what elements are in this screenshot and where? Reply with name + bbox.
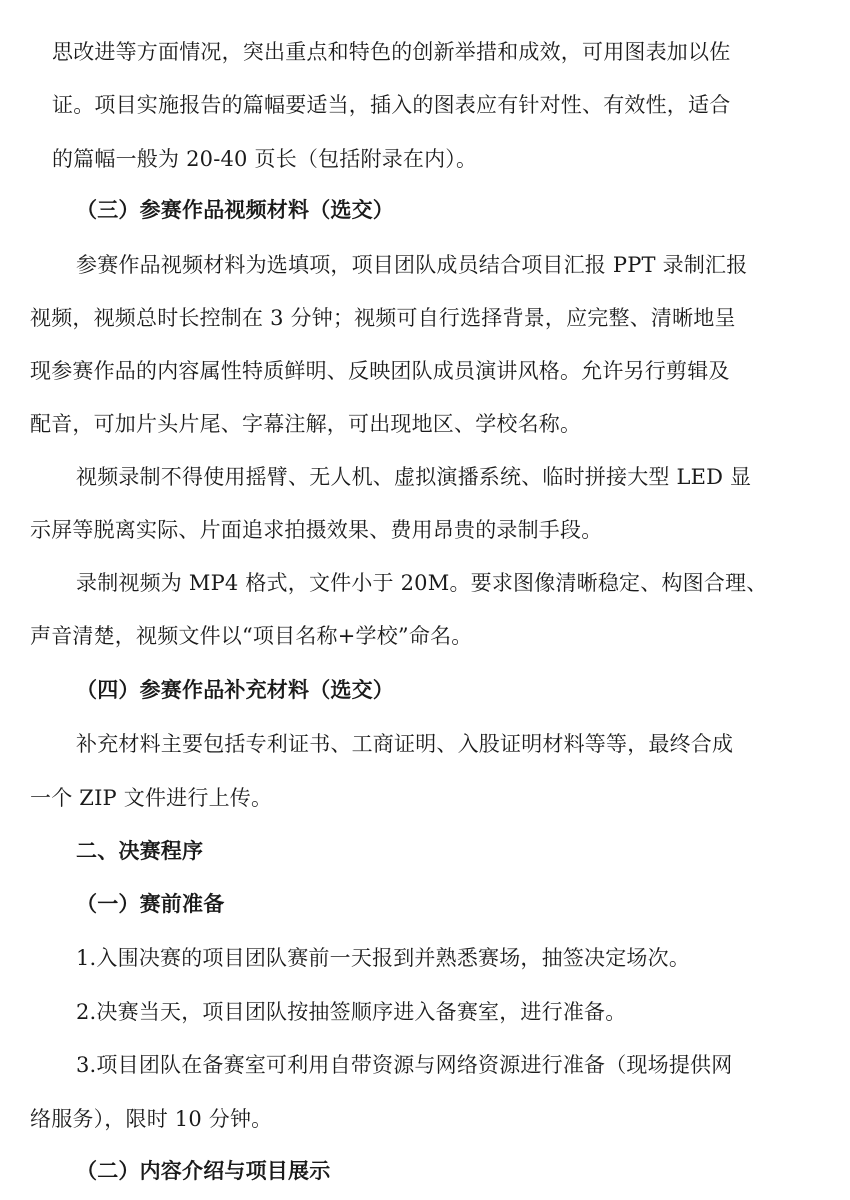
- paragraph-line: 录制视频为 MP4 格式，文件小于 20M。要求图像清晰稳定、构图合理、: [76, 571, 768, 595]
- paragraph-line: 视频，视频总时长控制在 3 分钟；视频可自行选择背景，应完整、清晰地呈: [30, 306, 736, 330]
- list-item: 1.入围决赛的项目团队赛前一天报到并熟悉赛场，抽签决定场次。: [76, 946, 691, 970]
- chapter-heading: 二、决赛程序: [76, 839, 204, 863]
- paragraph-line: 声音清楚，视频文件以“项目名称+学校”命名。: [30, 624, 473, 648]
- paragraph-line: 视频录制不得使用摇臂、无人机、虚拟演播系统、临时拼接大型 LED 显: [76, 465, 752, 489]
- paragraph-line: 络服务），限时 10 分钟。: [30, 1107, 273, 1131]
- paragraph-line: 参赛作品视频材料为选填项，项目团队成员结合项目汇报 PPT 录制汇报: [76, 253, 748, 277]
- paragraph-line: 思改进等方面情况，突出重点和特色的创新举措和成效，可用图表加以佐: [52, 40, 731, 64]
- paragraph-line: 证。项目实施报告的篇幅要适当，插入的图表应有针对性、有效性，适合: [52, 93, 731, 117]
- list-item: 2.决赛当天，项目团队按抽签顺序进入备赛室，进行准备。: [76, 1000, 627, 1024]
- paragraph-line: 一个 ZIP 文件进行上传。: [30, 786, 273, 810]
- paragraph-line: 示屏等脱离实际、片面追求拍摄效果、费用昂贵的录制手段。: [30, 518, 603, 542]
- section-heading: （二）内容介绍与项目展示: [76, 1159, 331, 1183]
- section-heading: （四）参赛作品补充材料（选交）: [76, 678, 394, 702]
- paragraph-line: 配音，可加片头片尾、字幕注解，可出现地区、学校名称。: [30, 412, 582, 436]
- section-heading: （一）赛前准备: [76, 892, 225, 916]
- paragraph-line: 补充材料主要包括专利证书、工商证明、入股证明材料等等，最终合成: [76, 732, 734, 756]
- list-item: 3.项目团队在备赛室可利用自带资源与网络资源进行准备（现场提供网: [76, 1053, 733, 1077]
- paragraph-line: 现参赛作品的内容属性特质鲜明、反映团队成员演讲风格。允许另行剪辑及: [30, 359, 730, 383]
- section-heading: （三）参赛作品视频材料（选交）: [76, 198, 394, 222]
- paragraph-line: 的篇幅一般为 20-40 页长（包括附录在内）。: [52, 147, 478, 171]
